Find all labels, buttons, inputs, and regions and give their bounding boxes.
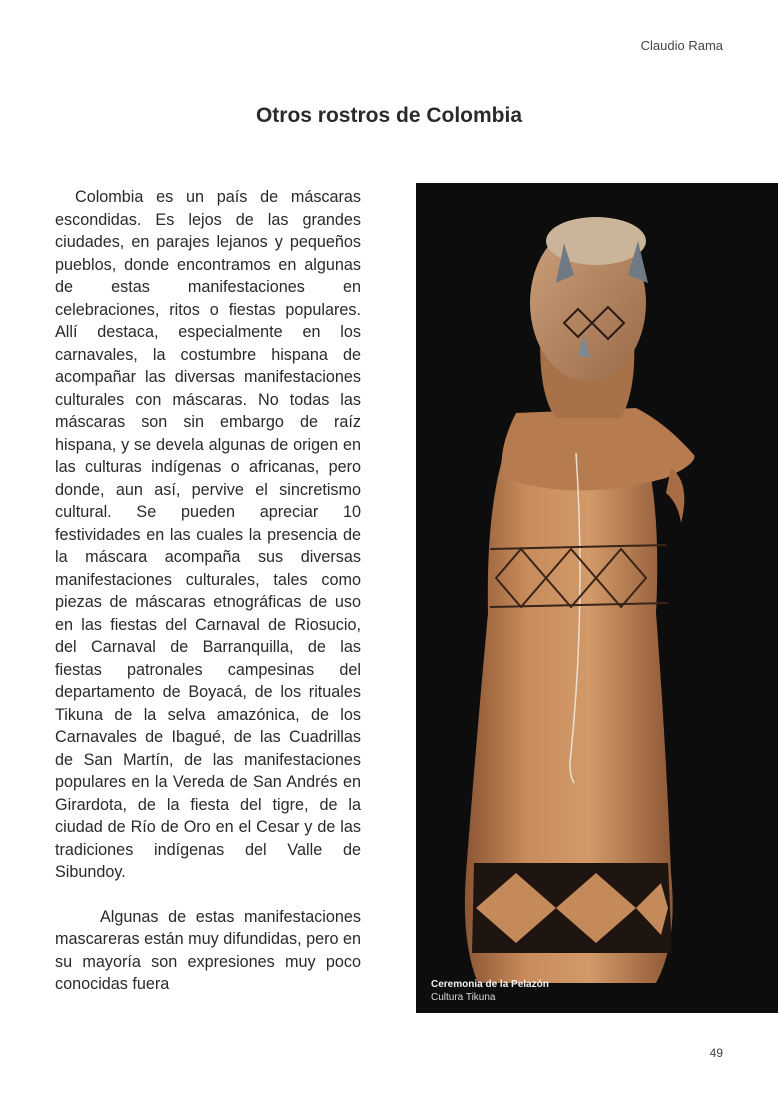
- costume-illustration: [416, 183, 778, 1013]
- running-header-author: Claudio Rama: [640, 38, 723, 53]
- mask-crown: [546, 217, 646, 265]
- page-number: 49: [709, 1046, 723, 1060]
- diamond-band-bottom: [472, 863, 672, 953]
- caption-title: Ceremonia de la Pelazón: [431, 979, 549, 990]
- robe-collar: [502, 408, 695, 491]
- photo-caption: [431, 978, 549, 1004]
- page-title: Otros rostros de Colombia: [255, 104, 523, 127]
- caption-subtitle: Cultura Tikuna: [431, 992, 496, 1003]
- paragraph: Algunas de estas manifestaciones mascareras están muy difundidas, pero en su mayoría son expresiones muy poco conocidas fuera: [55, 907, 361, 993]
- tikuna-costume-photo: [416, 183, 778, 1013]
- paragraph: Colombia es un país de máscaras escondidas. Es lejos de las grandes ciudades, en parajes lejanos y pequeños pueblos, donde encontramos en algunas de estas manifestaciones en celebraciones, ritos o fiestas populares. Allí destaca, especialmente en los carnavales, la costumbre hispana de acompañar las diversas manifestaciones culturales con máscaras. No todas las máscaras son sin embargo de raíz hispana, y se devela algunas de origen en las culturas indígenas o africanas, pero donde, aun así, pervive el sincretismo cultural. Se pueden apreciar 10 festividades en las cuales la presencia de la máscara acompaña sus diversas manifestaciones culturales, tales como piezas de máscaras etnográficas de uso en las fiestas del Carnaval de Riosucio, del Carnaval de Barranquilla, de las fiestas patronales campesinas del departamento de Boyacá, de los rituales Tikuna de la selva amazónica, de los Carnavales de Ibagué, de las Cuadrillas de San Martín, de las manifestaciones populares en la Vereda de San Andrés en Girardota, de la fiesta del tigre, de la ciudad de Río de Oro en el Cesar y de las tradiciones indígenas del Valle de Sibundoy.: [55, 188, 361, 881]
- body-text-column: [55, 186, 361, 1018]
